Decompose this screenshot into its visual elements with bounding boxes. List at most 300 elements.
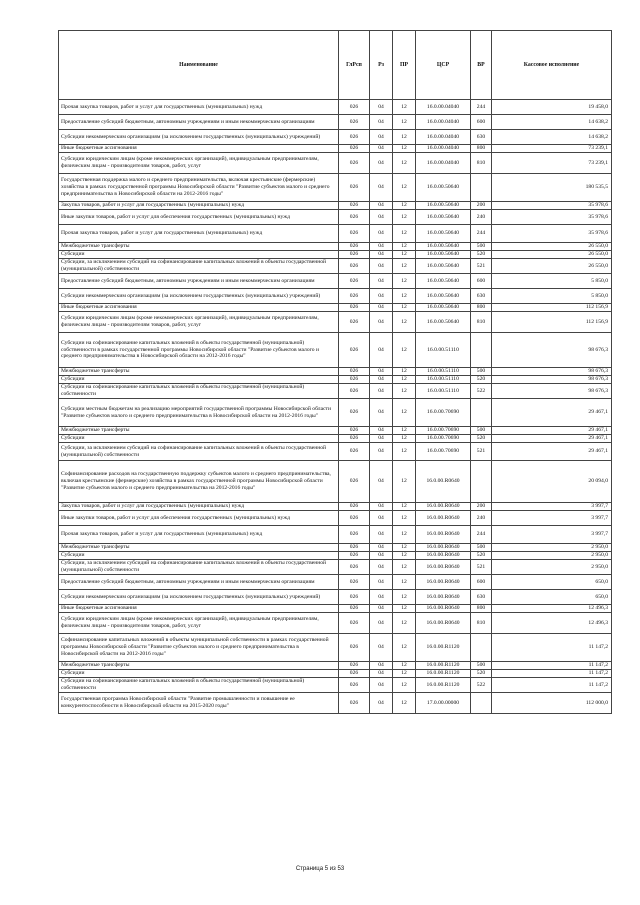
table-row (59, 210, 612, 225)
cell-vr: 521 (471, 560, 492, 575)
cell-csr: 16.0.00.R1120 (416, 662, 471, 670)
cell-grbs: 026 (339, 678, 370, 693)
table-row (59, 202, 612, 210)
cell-rz: 04 (370, 368, 393, 376)
cell-grbs: 026 (339, 503, 370, 511)
cell-name: Субсидии на софинансирование капитальных вложений в объекты государственной (муниципальной) собственности (59, 384, 339, 399)
cell-grbs: 026 (339, 605, 370, 613)
cell-name: Межбюджетные трансферты (59, 368, 339, 376)
cell-sum: 2 950,0 (492, 552, 612, 560)
cell-pr: 12 (393, 435, 416, 443)
cell-csr: 16.0.00.04040 (416, 130, 471, 145)
cell-grbs: 026 (339, 210, 370, 225)
cell-grbs: 026 (339, 289, 370, 304)
cell-pr: 12 (393, 368, 416, 376)
cell-vr (471, 333, 492, 368)
cell-rz: 04 (370, 376, 393, 384)
cell-name: Государственная поддержка малого и среднего предпринимательства, включая крестьянские (фермерские) хозяйства в рамках государственной программы Новосибирской области "Развитие субъектов малого и среднего предпринимательства в Новосибирской области на 2012-2016 годы" (59, 174, 339, 202)
cell-rz: 04 (370, 443, 393, 461)
table-row (59, 613, 612, 634)
cell-grbs: 026 (339, 670, 370, 678)
cell-grbs: 026 (339, 115, 370, 130)
cell-rz: 04 (370, 333, 393, 368)
cell-vr: 521 (471, 443, 492, 461)
cell-name: Субсидии на софинансирование капитальных вложений в объекты государственной (муниципальной) собственности в рамках государственной программы Новосибирской области "Развитие субъектов малого и среднего предпринимательства в Новосибирской области на 2012-2016 годы" (59, 333, 339, 368)
cell-sum: 26 550,0 (492, 251, 612, 259)
cell-grbs: 026 (339, 399, 370, 427)
cell-vr: 520 (471, 376, 492, 384)
cell-pr: 12 (393, 590, 416, 605)
cell-grbs: 026 (339, 225, 370, 243)
cell-csr: 16.0.00.R0640 (416, 552, 471, 560)
cell-vr: 500 (471, 427, 492, 435)
cell-grbs: 026 (339, 376, 370, 384)
cell-rz: 04 (370, 304, 393, 312)
cell-grbs: 026 (339, 511, 370, 526)
cell-sum: 29 467,1 (492, 399, 612, 427)
cell-pr: 12 (393, 526, 416, 544)
cell-rz: 04 (370, 605, 393, 613)
cell-sum: 2 950,0 (492, 544, 612, 552)
cell-rz: 04 (370, 202, 393, 210)
header-vr: ВР (471, 31, 492, 100)
cell-name: Субсидии юридическим лицам (кроме некоммерческих организаций), индивидуальным предпринимателям, физическим лицам - производителям товаров, работ, услуг (59, 613, 339, 634)
cell-name: Прочая закупка товаров, работ и услуг для государственных (муниципальных) нужд (59, 225, 339, 243)
table-row (59, 526, 612, 544)
cell-rz: 04 (370, 312, 393, 333)
cell-name: Субсидии некоммерческим организациям (за исключением государственных (муниципальных) учреждений) (59, 590, 339, 605)
cell-grbs: 026 (339, 333, 370, 368)
cell-vr: 520 (471, 670, 492, 678)
cell-sum: 650,0 (492, 590, 612, 605)
cell-name: Закупка товаров, работ и услуг для государственных (муниципальных) нужд (59, 202, 339, 210)
cell-name: Предоставление субсидий бюджетным, автономным учреждениям и иным некоммерческим организациям (59, 575, 339, 590)
cell-vr: 520 (471, 435, 492, 443)
cell-name: Субсидии (59, 435, 339, 443)
cell-csr: 16.0.00.R0640 (416, 503, 471, 511)
cell-pr: 12 (393, 384, 416, 399)
cell-pr: 12 (393, 399, 416, 427)
cell-rz: 04 (370, 399, 393, 427)
cell-grbs: 026 (339, 384, 370, 399)
cell-rz: 04 (370, 435, 393, 443)
table-row (59, 544, 612, 552)
cell-vr: 800 (471, 145, 492, 153)
header-grbs: ГлРсп (339, 31, 370, 100)
table-row (59, 384, 612, 399)
cell-name: Иные закупки товаров, работ и услуг для обеспечения государственных (муниципальных) нужд (59, 511, 339, 526)
cell-csr: 16.0.00.50640 (416, 274, 471, 289)
cell-csr: 16.0.00.50640 (416, 289, 471, 304)
cell-vr: 810 (471, 153, 492, 174)
header-csr: ЦСР (416, 31, 471, 100)
table-row (59, 552, 612, 560)
table-row (59, 503, 612, 511)
cell-sum: 3 997,7 (492, 511, 612, 526)
cell-sum: 14 638,2 (492, 115, 612, 130)
cell-grbs: 026 (339, 243, 370, 251)
cell-pr: 12 (393, 202, 416, 210)
cell-vr: 500 (471, 544, 492, 552)
cell-csr: 16.0.00.70690 (416, 443, 471, 461)
cell-grbs: 026 (339, 544, 370, 552)
cell-csr: 16.0.00.R0640 (416, 613, 471, 634)
cell-sum: 35 978,6 (492, 225, 612, 243)
cell-csr: 16.0.00.R0640 (416, 461, 471, 503)
cell-pr: 12 (393, 613, 416, 634)
table-row (59, 115, 612, 130)
cell-sum: 180 535,5 (492, 174, 612, 202)
cell-sum: 11 147,2 (492, 678, 612, 693)
cell-grbs: 026 (339, 461, 370, 503)
cell-rz: 04 (370, 115, 393, 130)
cell-rz: 04 (370, 526, 393, 544)
table-row (59, 153, 612, 174)
cell-pr: 12 (393, 634, 416, 662)
cell-name: Межбюджетные трансферты (59, 662, 339, 670)
cell-pr: 12 (393, 662, 416, 670)
cell-name: Прочая закупка товаров, работ и услуг для государственных (муниципальных) нужд (59, 526, 339, 544)
cell-vr: 810 (471, 312, 492, 333)
cell-vr (471, 634, 492, 662)
page-number: Страница 5 из 53 (295, 866, 345, 872)
cell-csr: 16.0.00.R0640 (416, 605, 471, 613)
cell-csr: 16.0.00.50640 (416, 312, 471, 333)
cell-pr: 12 (393, 605, 416, 613)
table-row (59, 662, 612, 670)
cell-name: Предоставление субсидий бюджетным, автономным учреждениям и иным некоммерческим организациям (59, 274, 339, 289)
header-rz: Рз (370, 31, 393, 100)
cell-pr: 12 (393, 693, 416, 714)
cell-grbs: 026 (339, 304, 370, 312)
cell-pr: 12 (393, 575, 416, 590)
cell-csr: 16.0.00.R0640 (416, 575, 471, 590)
cell-name: Субсидии на софинансирование капитальных вложений в объекты государственной (муниципальной) собственности (59, 678, 339, 693)
cell-pr: 12 (393, 225, 416, 243)
table-row (59, 368, 612, 376)
cell-grbs: 026 (339, 662, 370, 670)
cell-sum: 11 147,2 (492, 670, 612, 678)
cell-rz: 04 (370, 544, 393, 552)
cell-csr: 16.0.00.50640 (416, 202, 471, 210)
cell-sum: 112 156,9 (492, 312, 612, 333)
cell-grbs: 026 (339, 634, 370, 662)
cell-grbs: 026 (339, 145, 370, 153)
cell-name: Иные бюджетные ассигнования (59, 605, 339, 613)
cell-rz: 04 (370, 210, 393, 225)
cell-vr: 500 (471, 662, 492, 670)
cell-csr: 16.0.00.04040 (416, 115, 471, 130)
cell-csr: 16.0.00.51110 (416, 376, 471, 384)
cell-vr: 630 (471, 289, 492, 304)
cell-name: Субсидии (59, 251, 339, 259)
cell-rz: 04 (370, 511, 393, 526)
cell-name: Софинансирование расходов на государственную поддержку субъектов малого и среднего предпринимательства, включая крестьянские (фермерские) хозяйства в рамках государственной программы Новосибирской области "Развитие субъектов малого и среднего предпринимательства на 2012-2016 годы" (59, 461, 339, 503)
cell-vr: 200 (471, 503, 492, 511)
cell-name: Субсидии (59, 376, 339, 384)
cell-csr: 17.0.00.00000 (416, 693, 471, 714)
cell-name: Закупка товаров, работ и услуг для государственных (муниципальных) нужд (59, 503, 339, 511)
cell-csr: 16.0.00.R0640 (416, 544, 471, 552)
table-row (59, 243, 612, 251)
table-row (59, 100, 612, 115)
cell-vr: 630 (471, 590, 492, 605)
table-row (59, 678, 612, 693)
cell-rz: 04 (370, 560, 393, 575)
cell-grbs: 026 (339, 552, 370, 560)
cell-sum: 98 676,3 (492, 368, 612, 376)
cell-sum: 650,0 (492, 575, 612, 590)
cell-vr: 630 (471, 130, 492, 145)
cell-pr: 12 (393, 552, 416, 560)
cell-vr: 520 (471, 251, 492, 259)
header-sum: Кассовое исполнение (492, 31, 612, 100)
table-row (59, 376, 612, 384)
cell-sum: 12 496,3 (492, 605, 612, 613)
cell-pr: 12 (393, 210, 416, 225)
cell-pr: 12 (393, 376, 416, 384)
cell-name: Субсидии (59, 670, 339, 678)
cell-sum: 29 467,1 (492, 427, 612, 435)
cell-sum: 98 676,3 (492, 384, 612, 399)
cell-grbs: 026 (339, 590, 370, 605)
cell-sum: 112 156,9 (492, 304, 612, 312)
cell-pr: 12 (393, 259, 416, 274)
cell-sum: 35 978,6 (492, 210, 612, 225)
cell-name: Межбюджетные трансферты (59, 427, 339, 435)
cell-rz: 04 (370, 130, 393, 145)
cell-name: Межбюджетные трансферты (59, 243, 339, 251)
cell-name: Субсидии некоммерческим организациям (за исключением государственных (муниципальных) учреждений) (59, 130, 339, 145)
cell-rz: 04 (370, 427, 393, 435)
cell-pr: 12 (393, 130, 416, 145)
cell-rz: 04 (370, 145, 393, 153)
table-row (59, 443, 612, 461)
cell-name: Субсидии, за исключением субсидий на софинансирование капитальных вложений в объекты государственной (муниципальной) собственности (59, 443, 339, 461)
cell-name: Софинансирование капитальных вложений в объекты муниципальной собственности в рамках государственной программы Новосибирской области "Развитие субъектов малого и среднего предпринимательства в Новосибирской области на 2012-2016 годы" (59, 634, 339, 662)
cell-rz: 04 (370, 153, 393, 174)
cell-csr: 16.0.00.70690 (416, 427, 471, 435)
cell-pr: 12 (393, 304, 416, 312)
cell-name: Субсидии некоммерческим организациям (за исключением государственных (муниципальных) учреждений) (59, 289, 339, 304)
cell-sum: 98 676,3 (492, 333, 612, 368)
table-row (59, 435, 612, 443)
table-row (59, 605, 612, 613)
cell-pr: 12 (393, 312, 416, 333)
cell-grbs: 026 (339, 174, 370, 202)
cell-name: Предоставление субсидий бюджетным, автономным учреждениям и иным некоммерческим организациям (59, 115, 339, 130)
cell-name: Субсидии, за исключением субсидий на софинансирование капитальных вложений в объекты государственной (муниципальной) собственности (59, 560, 339, 575)
table-row (59, 312, 612, 333)
cell-pr: 12 (393, 274, 416, 289)
cell-name: Иные закупки товаров, работ и услуг для обеспечения государственных (муниципальных) нужд (59, 210, 339, 225)
cell-pr: 12 (393, 511, 416, 526)
cell-csr: 16.0.00.50640 (416, 251, 471, 259)
table-row (59, 461, 612, 503)
cell-csr: 16.0.00.51110 (416, 384, 471, 399)
cell-pr: 12 (393, 289, 416, 304)
cell-rz: 04 (370, 259, 393, 274)
cell-csr: 16.0.00.04040 (416, 100, 471, 115)
cell-vr: 500 (471, 368, 492, 376)
cell-vr: 800 (471, 304, 492, 312)
table-header-row (59, 31, 612, 100)
cell-rz: 04 (370, 274, 393, 289)
cell-vr: 244 (471, 225, 492, 243)
cell-pr: 12 (393, 544, 416, 552)
cell-grbs: 026 (339, 613, 370, 634)
cell-rz: 04 (370, 678, 393, 693)
cell-vr: 810 (471, 613, 492, 634)
cell-csr: 16.0.00.04040 (416, 145, 471, 153)
cell-name: Субсидии, за исключением субсидий на софинансирование капитальных вложений в объекты государственной (муниципальной) собственности (59, 259, 339, 274)
cell-csr: 16.0.00.R1120 (416, 678, 471, 693)
cell-sum: 12 496,3 (492, 613, 612, 634)
table-body (59, 100, 612, 714)
table-row (59, 427, 612, 435)
cell-sum: 29 467,1 (492, 435, 612, 443)
cell-pr: 12 (393, 100, 416, 115)
cell-sum: 29 467,1 (492, 443, 612, 461)
cell-vr: 500 (471, 243, 492, 251)
table-row (59, 289, 612, 304)
cell-pr: 12 (393, 251, 416, 259)
header-pr: ПР (393, 31, 416, 100)
cell-name: Субсидии юридическим лицам (кроме некоммерческих организаций), индивидуальным предпринимателям, физическим лицам - производителям товаров, работ, услуг (59, 153, 339, 174)
cell-sum: 5 850,0 (492, 274, 612, 289)
cell-grbs: 026 (339, 153, 370, 174)
cell-csr: 16.0.00.50640 (416, 304, 471, 312)
cell-grbs: 026 (339, 274, 370, 289)
cell-grbs: 026 (339, 575, 370, 590)
cell-pr: 12 (393, 443, 416, 461)
cell-sum: 98 676,3 (492, 376, 612, 384)
table-row (59, 251, 612, 259)
cell-vr: 800 (471, 605, 492, 613)
cell-vr: 200 (471, 202, 492, 210)
cell-rz: 04 (370, 100, 393, 115)
cell-rz: 04 (370, 251, 393, 259)
table-row (59, 130, 612, 145)
cell-csr: 16.0.00.50640 (416, 174, 471, 202)
cell-name: Межбюджетные трансферты (59, 544, 339, 552)
cell-vr: 520 (471, 552, 492, 560)
cell-vr: 240 (471, 210, 492, 225)
cell-sum: 5 850,0 (492, 289, 612, 304)
cell-sum: 3 997,7 (492, 526, 612, 544)
cell-rz: 04 (370, 503, 393, 511)
report-page (58, 30, 611, 714)
table-row (59, 399, 612, 427)
cell-csr: 16.0.00.R0640 (416, 590, 471, 605)
cell-pr: 12 (393, 333, 416, 368)
cell-csr: 16.0.00.51110 (416, 333, 471, 368)
cell-csr: 16.0.00.04040 (416, 153, 471, 174)
table-row (59, 145, 612, 153)
cell-pr: 12 (393, 174, 416, 202)
table-row (59, 575, 612, 590)
budget-execution-table (58, 30, 612, 714)
table-row (59, 333, 612, 368)
cell-sum: 35 978,6 (492, 202, 612, 210)
cell-csr: 16.0.00.R1120 (416, 634, 471, 662)
cell-csr: 16.0.00.R0640 (416, 526, 471, 544)
cell-vr: 600 (471, 274, 492, 289)
table-row (59, 225, 612, 243)
cell-rz: 04 (370, 575, 393, 590)
cell-vr: 600 (471, 575, 492, 590)
cell-vr: 244 (471, 100, 492, 115)
cell-vr: 240 (471, 511, 492, 526)
cell-sum: 73 239,1 (492, 145, 612, 153)
cell-name: Иные бюджетные ассигнования (59, 145, 339, 153)
cell-grbs: 026 (339, 443, 370, 461)
cell-csr: 16.0.00.70690 (416, 399, 471, 427)
cell-grbs: 026 (339, 202, 370, 210)
cell-vr: 522 (471, 678, 492, 693)
table-row (59, 560, 612, 575)
cell-name: Прочая закупка товаров, работ и услуг для государственных (муниципальных) нужд (59, 100, 339, 115)
cell-csr: 16.0.00.50640 (416, 225, 471, 243)
cell-vr (471, 693, 492, 714)
header-name: Наименование (59, 31, 339, 100)
cell-grbs: 026 (339, 427, 370, 435)
cell-vr (471, 461, 492, 503)
cell-grbs: 026 (339, 693, 370, 714)
table-row (59, 634, 612, 662)
cell-rz: 04 (370, 590, 393, 605)
cell-grbs: 026 (339, 435, 370, 443)
cell-vr (471, 399, 492, 427)
cell-sum: 3 997,7 (492, 503, 612, 511)
cell-name: Государственная программа Новосибирской области "Развитие промышленности и повышение ее конкурентоспособности в Новосибирской области на 2015-2020 годы" (59, 693, 339, 714)
cell-pr: 12 (393, 560, 416, 575)
cell-name: Субсидии местным бюджетам на реализацию мероприятий государственной программы Новосибирской области "Развитие субъектов малого и среднего предпринимательства в Новосибирской области на 2012-2016 годы" (59, 399, 339, 427)
cell-vr: 600 (471, 115, 492, 130)
cell-sum: 20 094,0 (492, 461, 612, 503)
cell-rz: 04 (370, 634, 393, 662)
cell-rz: 04 (370, 225, 393, 243)
cell-rz: 04 (370, 461, 393, 503)
table-row (59, 511, 612, 526)
cell-name: Субсидии юридическим лицам (кроме некоммерческих организаций), индивидуальным предпринимателям, физическим лицам - производителям товаров, работ, услуг (59, 312, 339, 333)
cell-pr: 12 (393, 670, 416, 678)
cell-csr: 16.0.00.51110 (416, 368, 471, 376)
cell-pr: 12 (393, 503, 416, 511)
cell-rz: 04 (370, 174, 393, 202)
cell-grbs: 026 (339, 259, 370, 274)
cell-vr: 244 (471, 526, 492, 544)
cell-pr: 12 (393, 145, 416, 153)
cell-pr: 12 (393, 115, 416, 130)
table-row (59, 693, 612, 714)
table-row (59, 274, 612, 289)
cell-rz: 04 (370, 384, 393, 399)
cell-grbs: 026 (339, 251, 370, 259)
cell-csr: 16.0.00.50640 (416, 210, 471, 225)
cell-grbs: 026 (339, 100, 370, 115)
cell-name: Иные бюджетные ассигнования (59, 304, 339, 312)
cell-sum: 73 239,1 (492, 153, 612, 174)
table-row (59, 590, 612, 605)
cell-rz: 04 (370, 662, 393, 670)
cell-pr: 12 (393, 427, 416, 435)
cell-sum: 26 550,0 (492, 259, 612, 274)
cell-csr: 16.0.00.70690 (416, 435, 471, 443)
cell-rz: 04 (370, 613, 393, 634)
cell-csr: 16.0.00.50640 (416, 259, 471, 274)
table-row (59, 259, 612, 274)
